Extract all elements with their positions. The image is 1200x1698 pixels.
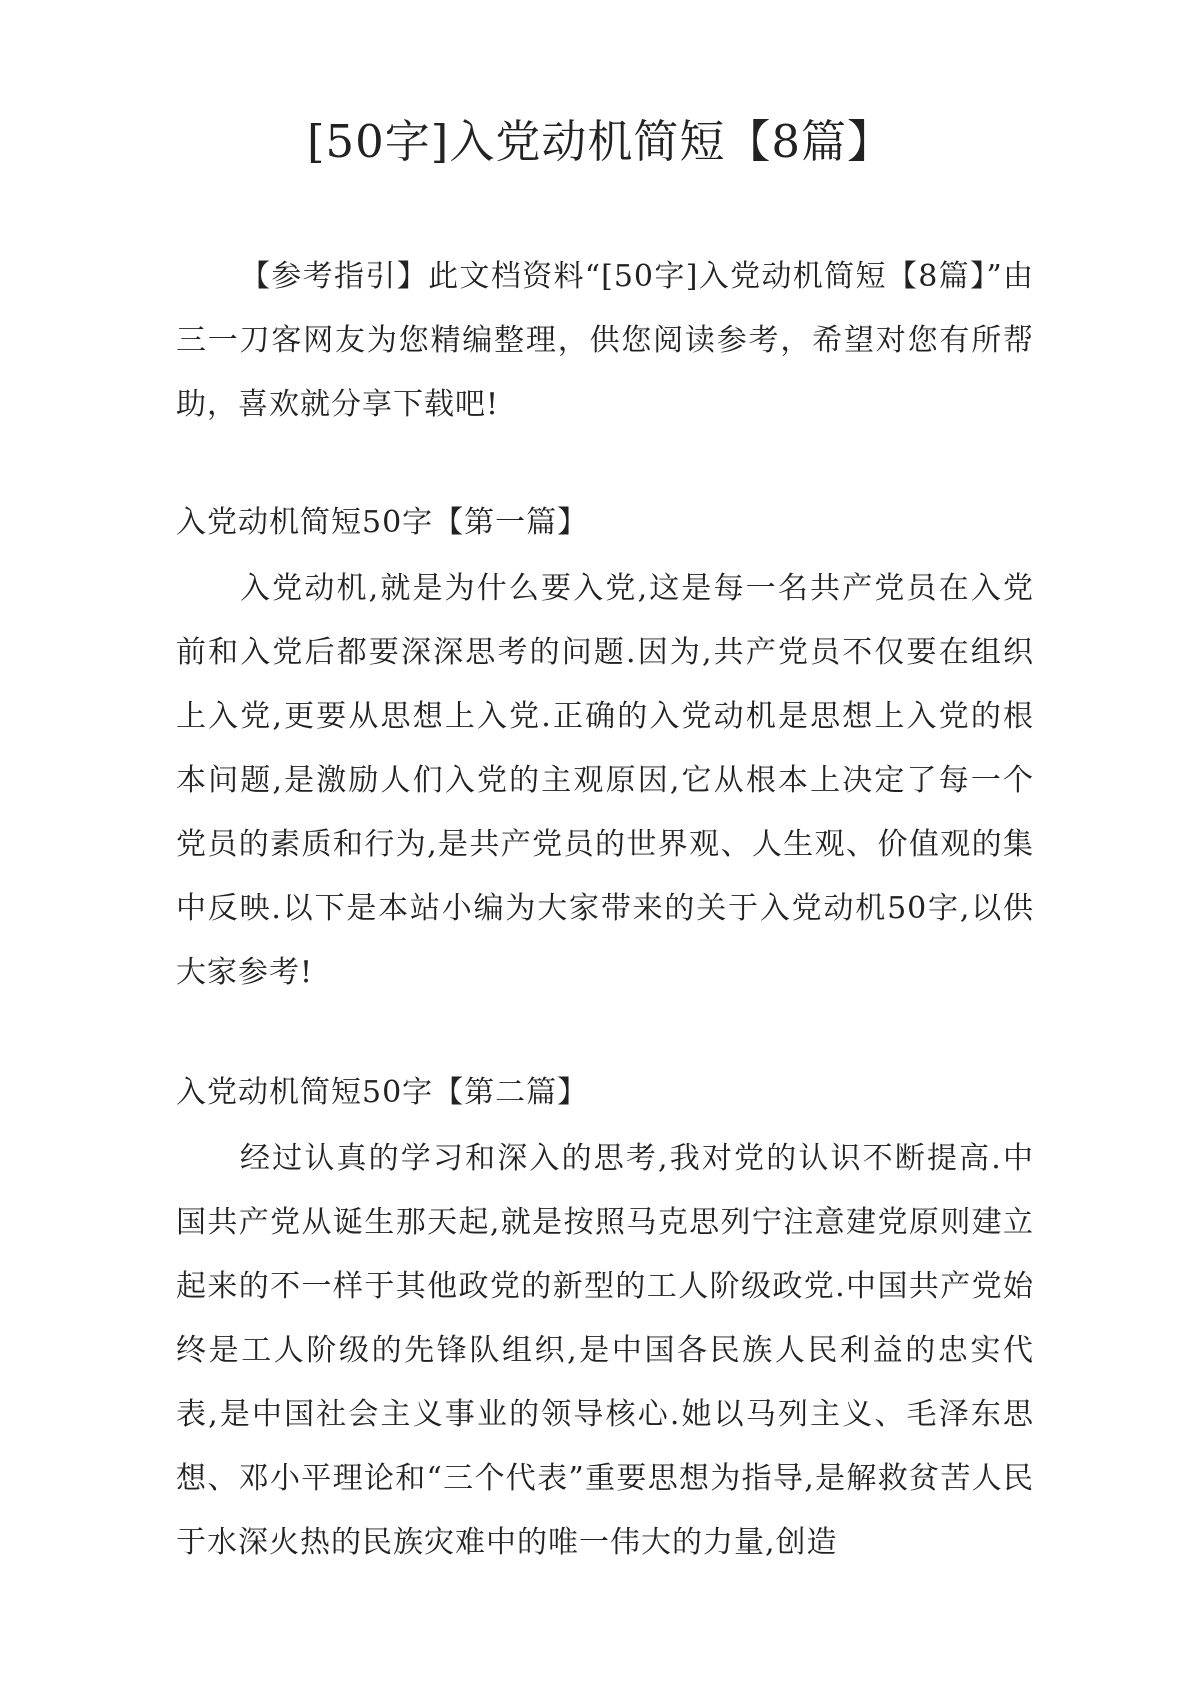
section-body-2: 经过认真的学习和深入的思考,我对党的认识不断提高.中国共产党从诞生那天起,就是按照马克思列宁注意建党原则建立起来的不一样于其他政党的新型的工人阶级政党.中国共产党始终是工人阶级的先锋队组织,是中国各民族人民利益的忠实代表,是中国社会主义事业的领导核心.她以马列主义、毛泽东思想、邓小平理论和“三个代表”重要思想为指导,是解救贫苦人民于水深火热的民族灾难中的唯一伟大的力量,创造	[176, 1141, 1034, 1560]
section-body-1: 入党动机,就是为什么要入党,这是每一名共产党员在入党前和入党后都要深深思考的问题.因为,共产党员不仅要在组织上入党,更要从思想上入党.正确的入党动机是思想上入党的根本问题,是激励人们入党的主观原因,它从根本上决定了每一个党员的素质和行为,是共产党员的世界观、人生观、价值观的集中反映.以下是本站小编为大家带来的关于入党动机50字,以供大家参考!	[176, 571, 1034, 990]
intro-paragraph: 【参考指引】此文档资料“[50字]入党动机简短【8篇】”由三一刀客网友为您精编整理，供您阅读参考，希望对您有所帮助，喜欢就分享下载吧!	[176, 259, 1034, 422]
document-title: [50字]入党动机简短【8篇】	[306, 115, 893, 168]
section-heading-2: 入党动机简短50字【第二篇】	[176, 1075, 589, 1110]
section-heading-1: 入党动机简短50字【第一篇】	[176, 505, 589, 540]
